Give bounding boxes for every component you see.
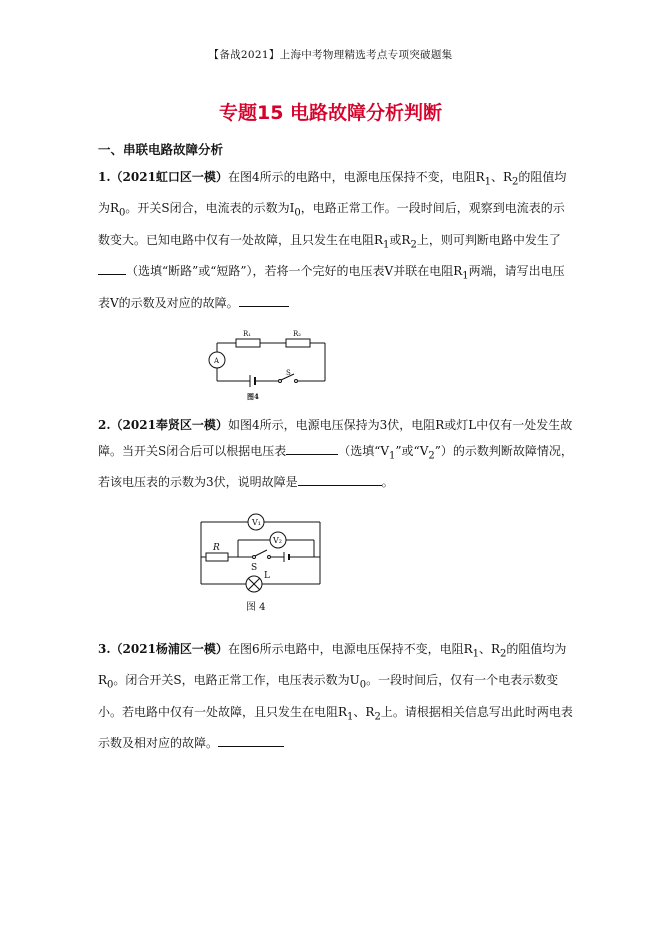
circuit-figure-2	[196, 510, 326, 615]
resistor-r2	[286, 339, 310, 347]
label-l: L	[264, 571, 270, 581]
circuit-figure-1	[200, 325, 340, 403]
answer-blank[interactable]	[298, 474, 382, 486]
resistor-r	[206, 553, 228, 561]
section-heading: 一、串联电路故障分析	[98, 142, 224, 157]
label-v1: V₁	[252, 518, 261, 527]
label-r1: R₁	[243, 330, 252, 338]
ammeter-label: A	[214, 357, 220, 365]
answer-blank[interactable]	[218, 735, 284, 747]
answer-blank[interactable]	[98, 263, 126, 275]
switch-label: S	[286, 369, 291, 377]
label-r2: R₂	[293, 330, 302, 338]
figure-caption: 图 4	[246, 602, 266, 613]
question-1: 1.（2021虹口区一模）在图4所示的电路中，电源电压保持不变，电阻$R_1$、$R_2$的阻值均为$R_0$。开关S闭合，电流表的示数为$I_0$，电路正常工作。一段时间后，观察到电流表的示数变大。已知电路中仅有一处故障，且只发生在电阻$R_1$或$R_2$上，则可判断电路中发生了（选填“断路”或“短路”），若将一个完好的电压表V并联在电阻$R_1$两端，请写出电压表V的示数及对应的故障。	[98, 170, 567, 310]
question-1-source: 1.（2021虹口区一模）	[98, 170, 228, 184]
label-r: R	[213, 543, 220, 553]
resistor-r1	[236, 339, 260, 347]
label-v2: V₂	[273, 536, 282, 545]
answer-blank[interactable]	[286, 443, 338, 455]
question-3: 3.（2021杨浦区一模）在图6所示电路中，电源电压保持不变，电阻$R_1$、$R_2$的阻值均为$R_0$。闭合开关S，电路正常工作，电压表示数为$U_0$。一段时间后，仅有一个电表示数变小。若电路中仅有一处故障，且只发生在电阻$R_1$、$R_2$上。请根据相关信息写出此时两电表示数及相对应的故障。	[98, 642, 573, 751]
page-header: 【备战2021】上海中考物理精选考点专项突破题集	[208, 49, 453, 61]
question-2: 2.（2021奉贤区一模）如图4所示，电源电压保持为3伏，电阻R或灯L中仅有一处发生故障。当开关S闭合后可以根据电压表 （选填“$V_1$”或“$V_2$”）的示数判断故障情况，若该电压表的示数为3伏，说明故障是 。	[98, 418, 573, 490]
answer-blank[interactable]	[239, 295, 289, 307]
label-s: S	[251, 563, 258, 573]
question-3-source: 3.（2021杨浦区一模）	[98, 642, 228, 656]
figure-caption: 图4	[247, 392, 259, 401]
question-2-source: 2.（2021奉贤区一模）	[98, 418, 228, 432]
page-title: 专题15 电路故障分析判断	[218, 102, 443, 124]
